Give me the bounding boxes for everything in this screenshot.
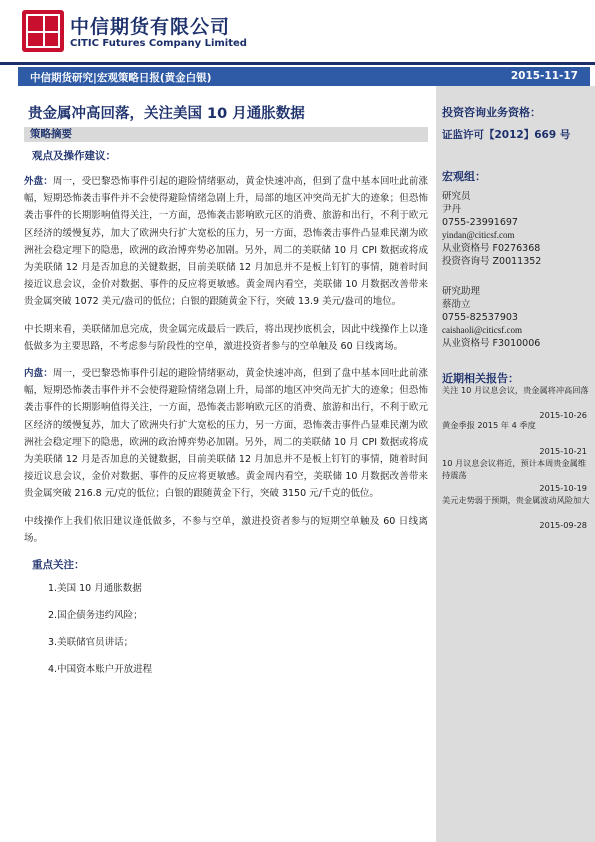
paragraph-text: 中线操作上我们依旧建议逢低做多，不参与空单，激进投资者参与的短期空单触及 60 日线离场。 <box>24 515 428 544</box>
analyst-email: caishaoli@citicsf.com <box>442 325 523 335</box>
macro-group-title: 宏观组： <box>442 170 486 183</box>
report-series: 中信期货研究|宏观策略日报(黄金白银) <box>30 72 212 84</box>
report-item-title: 关注 10 月议息会议，贵金属将冲高回落 <box>442 385 589 395</box>
analyst-name: 尹丹 <box>442 204 462 215</box>
brand-name-en: CITIC Futures Company Limited <box>70 38 247 49</box>
report-item-date: 2015-09-28 <box>539 520 587 530</box>
license-number: 证监许可【2012】669 号 <box>442 129 571 141</box>
paragraph-domestic-market <box>24 365 428 503</box>
report-date: 2015-11-17 <box>510 70 578 82</box>
header-divider <box>0 62 595 65</box>
report-item-title: 美元走势弱于预期，贵金属波动风险加大 <box>442 495 590 505</box>
page-header <box>0 0 595 62</box>
key-focus-title: 重点关注： <box>32 559 85 572</box>
report-banner <box>18 67 590 86</box>
paragraph-text: 周一，受巴黎恐怖事件引起的避险情绪驱动，黄金快速冲高，但到了盘中基本回吐此前涨幅，短期恐怖袭击事件并不会使得避险情绪急剧上升，局部的地区冲突尚无扩大的迹象；但恐怖袭击事件的长期影响值得关注，一方面，恐怖袭击影响欧元区的消费、旅游和出行，不利于欧元区经济的缓慢复苏，加大了欧洲央行扩大宽松的压力，另一方面，恐怖袭击事件凸显难民潮为欧洲社会稳定埋下的隐患，欧洲的政治博弈势必加剧。另外，周二的美联储 10 月 CPI 数据或将成为美联储 12 月是否加息的关键数据，目前美联储 12 月加息并不是板上钉钉的事情，随着时间接近议息会议，金价对数据、事件的反应将更敏感。黄金周内看空，美联储 10 月数据改善带来贵金属突破 216.8 元/克的低位；白银的跟随黄金下行，突破 3150 元/千克的低位。 <box>24 368 428 500</box>
analyst-email: yindan@citicsf.com <box>442 230 515 240</box>
report-item-date: 2015-10-21 <box>539 446 587 456</box>
main-content <box>24 96 428 688</box>
report-item-title: 黄金季报 2015 年 4 季度 <box>442 420 536 430</box>
paragraph-lead: 外盘： <box>24 176 53 187</box>
section-heading: 策略摘要 <box>24 127 428 142</box>
analyst-cert: 投资咨询号 Z0011352 <box>442 256 542 267</box>
paragraph-medium-term <box>24 321 428 355</box>
paragraph-text: 中长期来看，美联储加息完成，贵金属完成最后一跌后，将出现抄底机会，因此中线操作上以逢低做多为主要思路，不考虑参与阶段性的空单，激进投资者参与的空单触及 60 日线离场。 <box>24 323 428 352</box>
paragraph-text: 周一，受巴黎恐怖事件引起的避险情绪驱动，黄金快速冲高，但到了盘中基本回吐此前涨幅，短期恐怖袭击事件并不会使得避险情绪急剧上升，局部的地区冲突尚无扩大的迹象；但恐怖袭击事件的长期影响值得关注，一方面，恐怖袭击影响欧元区的消费、旅游和出行，不利于欧元区经济的缓慢复苏，加大了欧洲央行扩大宽松的压力，另一方面，恐怖袭击事件凸显难民潮为欧洲社会稳定埋下的隐患，欧洲的政治博弈势必加剧。另外，周二的美联储 10 月 CPI 数据或将成为美联储 12 月是否加息的关键数据，目前美联储 12 月加息并不是板上钉钉的事情，随着时间接近议息会议，金价对数据、事件的反应将更敏感。黄金周内看空，美联储 10 月数据改善带来贵金属突破 1072 美元/盎司的低位；白银的跟随黄金下行，突破 13.9 美元/盎司的地位。 <box>24 176 428 308</box>
analyst-role: 研究助理 <box>442 286 481 297</box>
analyst-block-1 <box>442 190 541 268</box>
paragraph-outer-market <box>24 173 428 311</box>
key-item: 2.国企债务违约风险； <box>48 610 143 622</box>
analyst-cert: 从业资格号 F0276368 <box>442 243 541 254</box>
analyst-name: 蔡劭立 <box>442 299 471 310</box>
analyst-role: 研究员 <box>442 191 471 202</box>
analyst-phone: 0755-82537903 <box>442 312 518 323</box>
brand-name-cn: 中信期货有限公司 <box>70 16 231 38</box>
report-item-title: 10 月议息会议将近，预计本周贵金属维持震荡 <box>442 458 587 480</box>
report-item-date: 2015-10-26 <box>539 410 587 420</box>
report-item-date: 2015-10-19 <box>539 483 587 493</box>
paragraph-lead: 内盘： <box>24 368 53 380</box>
citic-seal-logo <box>22 10 64 52</box>
recent-reports-title: 近期相关报告： <box>442 372 519 385</box>
analyst-cert: 从业资格号 F3010006 <box>442 338 541 349</box>
report-title: 贵金属冲高回落，关注美国 10 月通胀数据 <box>28 106 305 122</box>
analyst-block-2 <box>442 285 540 350</box>
license-title: 投资咨询业务资格： <box>442 106 541 119</box>
key-item: 3.美联储官员讲话； <box>48 637 134 649</box>
key-item: 1.美国 10 月通胀数据 <box>48 583 142 595</box>
key-item: 4.中国资本账户开放进程 <box>48 664 153 676</box>
subheading: 观点及操作建议： <box>32 150 116 162</box>
analyst-phone: 0755-23991697 <box>442 217 518 228</box>
paragraph-mid-strategy <box>24 513 428 547</box>
